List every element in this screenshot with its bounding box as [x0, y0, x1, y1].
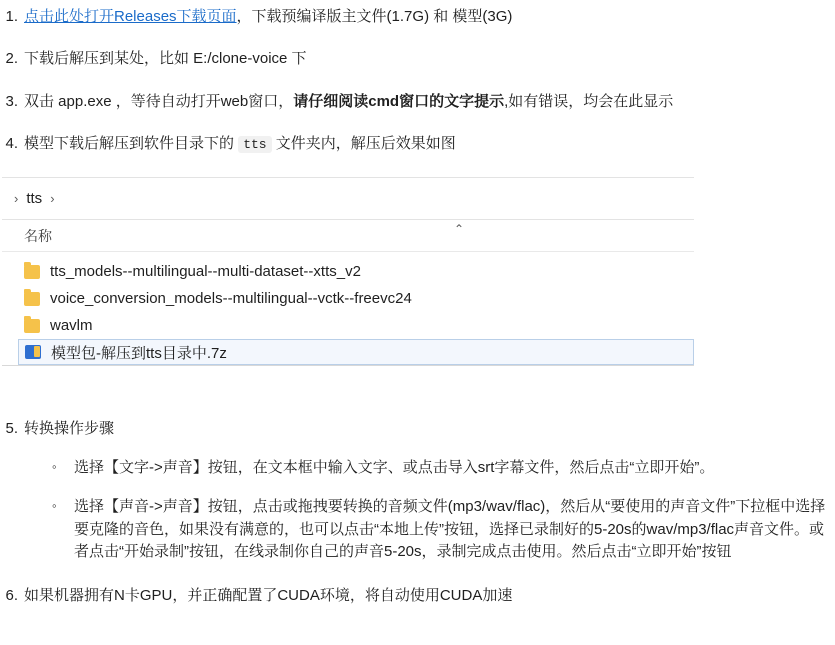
chevron-right-icon: › [14, 191, 19, 207]
list-item[interactable] [2, 312, 694, 339]
sub-list [0, 457, 835, 564]
list-item [0, 585, 835, 607]
breadcrumb [2, 178, 694, 220]
step-text: ，下载预编译版主文件(1.7G) 和 模型(3G) [236, 8, 513, 25]
file-name: 模型包-解压到tts目录中.7z [51, 344, 227, 362]
instruction-list [0, 6, 835, 155]
list-item[interactable] [2, 258, 694, 285]
chevron-right-icon-2: › [50, 191, 55, 207]
list-item [0, 6, 835, 28]
sub-step-text: 选择【文字->声音】按钮，在文本框中输入文字、或点击导入srt字幕文件，然后点击“立即开始”。 [74, 458, 715, 476]
bullet-icon: ◦ [52, 458, 57, 474]
bullet-icon: ◦ [52, 498, 57, 514]
step-number: 1. [5, 8, 18, 25]
step-body [24, 6, 835, 28]
step-title: 转换操作步骤 [24, 420, 115, 438]
list-item [0, 133, 835, 155]
step-body [24, 133, 835, 155]
step-text: 下载后解压到某处，比如 E:/clone-voice 下 [24, 49, 307, 67]
step-text: 如果机器拥有N卡GPU，并正确配置了CUDA环境，将自动使用CUDA加速 [24, 586, 513, 604]
step-number: 5. [5, 420, 18, 438]
chevron-up-icon[interactable]: ⌃ [454, 222, 465, 237]
sub-step-text: 选择【声音->声音】按钮，点击或拖拽要转换的音频文件(mp3/wav/flac)，然后从“要使用的声音文件”下拉框中选择要克隆的音色，如果没有满意的，也可以点击“本地上传”按钮，选择已录制好的5-20s的wav/mp3/flac声音文件。或者点击“开始录制”按钮，在线录制你自己的声音5-20s，录制完成点击使用。然后点击“立即开始”按钮 [74, 498, 826, 561]
step-emphasis: 请仔细阅读cmd窗口的文字提示 [293, 92, 505, 110]
file-name: voice_conversion_models--multilingual--vctk--freevc24 [50, 290, 412, 308]
file-explorer-panel [2, 178, 694, 365]
file-name: wavlm [50, 317, 93, 335]
tts-folder-code: tts [238, 136, 271, 153]
step-number: 3. [5, 92, 18, 110]
step-body [24, 91, 835, 113]
folder-icon [24, 292, 40, 306]
list-item [0, 91, 835, 113]
step-text-tail: ,如有错误，均会在此显示 [504, 92, 674, 110]
step-number: 6. [5, 586, 18, 604]
step-text-tail: 文件夹内，解压后效果如图 [275, 135, 456, 153]
lower-steps [0, 418, 835, 607]
file-list [2, 252, 694, 365]
archive-icon [25, 345, 41, 359]
folder-icon [24, 265, 40, 279]
list-item [0, 48, 835, 70]
list-item [0, 418, 835, 440]
step-text: 模型下载后解压到软件目录下的 [24, 135, 235, 153]
explorer-bottom-border [2, 365, 694, 366]
document-page [0, 6, 835, 645]
file-name: tts_models--multilingual--multi-dataset--xtts_v2 [50, 263, 361, 281]
step-number: 2. [5, 49, 18, 67]
step-body [24, 48, 835, 70]
folder-icon [24, 319, 40, 333]
step-text: 双击 app.exe ，等待自动打开web窗口， [24, 92, 294, 110]
column-header-name[interactable]: 名称 [24, 227, 52, 244]
list-item [0, 496, 835, 564]
list-item [0, 457, 835, 480]
list-item-selected[interactable] [18, 339, 694, 365]
breadcrumb-item-tts[interactable]: tts [26, 190, 43, 208]
list-item[interactable] [2, 285, 694, 312]
column-header-row [2, 220, 694, 252]
releases-download-link[interactable]: 点击此处打开Releases下载页面 [24, 8, 237, 25]
step-number: 4. [5, 135, 18, 153]
